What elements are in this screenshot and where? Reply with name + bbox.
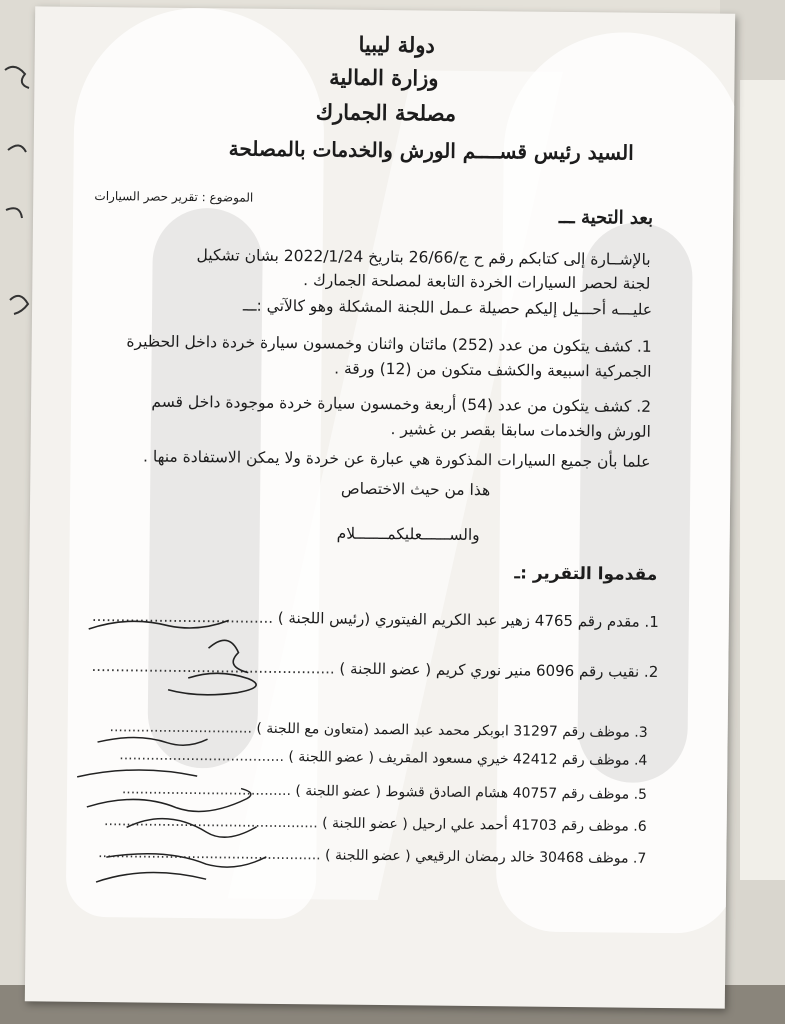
handwritten-signatures [66, 607, 299, 899]
document-page [25, 6, 735, 1008]
item-1-line-1: 1. كشف يتكون من عدد (252) مائتان واثنان وخمسون سيارة خردة داخل الحظيرة [126, 332, 652, 356]
addressee: السيد رئيس قســــم الورش والخدمات بالمصلحة [228, 136, 634, 165]
presenters-title: مقدموا التقرير :ـ [514, 563, 658, 585]
paragraph-2: عليـــه أحـــيل إليكم حصيلة عـمل اللجنة المشكلة وهو كالآتي :ـــ [242, 296, 653, 319]
signature-dots: ...................................... [121, 781, 292, 800]
letterhead-ministry: وزارة المالية [329, 64, 439, 91]
item-2-line-1: 2. كشف يتكون من عدد (54) أربعة وخمسون سيارة خردة موجودة داخل قسم [151, 392, 652, 416]
signature-dots: ................................................... [91, 656, 335, 678]
signature-dots: ...................................... [91, 606, 274, 627]
member-text: 6. موظف رقم 41703 أحمد علي ارحيل ( عضو اللجنة ) [322, 815, 647, 835]
letterhead-authority: مصلحة الجمارك [315, 99, 457, 126]
member-text: 4. موظف رقم 42412 خيري مسعود المقريف ( عضو اللجنة ) [288, 749, 648, 769]
signature-dots: ................................ [109, 719, 253, 737]
member-text: 5. موظف رقم 40757 هشام الصادق قشوط ( عضو اللجنة ) [295, 783, 648, 803]
subject-line: الموضوع : تقرير حصر السيارات [94, 188, 254, 205]
jurisdiction-line: هذا من حيث الاختصاص [340, 479, 491, 500]
paragraph-1-line-2: لجنة لحصر السيارات الخردة التابعة لمصلحة الجمارك . [303, 271, 651, 293]
paragraph-1-line-1: بالإشــارة إلى كتابكم رقم ح ج/26/66 بتاريخ 2022/1/24 بشان تشكيل [196, 246, 651, 269]
closing-salutation: والســــــعليكمـــــــلام [336, 524, 480, 545]
member-text: 3. موظف رقم 31297 ابوبكر محمد عبد الصمد (متعاون مع اللجنة ) [256, 720, 648, 741]
signature-dots: .................................................. [98, 845, 321, 864]
item-2-line-2: الورش والخدمات سابقا بقصر بن غشير . [390, 420, 651, 441]
letterhead-country: دولة ليبيا [358, 31, 435, 58]
signature-dots: ..................................... [119, 747, 285, 766]
note-line: علما بأن جميع السيارات المذكورة هي عبارة عن خردة ولا يمكن الاستفادة منها . [142, 447, 651, 471]
greeting: بعد التحية ـــ [558, 206, 654, 229]
background-paper-right-inner [740, 80, 785, 880]
signature-dots: ................................................ [104, 813, 318, 832]
item-1-line-2: الجمركية اسبيعة والكشف متكون من (12) ورقة . [334, 359, 652, 381]
member-text: 7. موظف 30468 خالد رمضان الرقيعي ( عضو اللجنة ) [325, 847, 647, 867]
member-text: 1. مقدم رقم 4765 زهير عبد الكريم الفيتوري (رئيس اللجنة ) [277, 608, 659, 631]
member-text: 2. نقيب رقم 6096 منير نوري كريم ( عضو اللجنة ) [339, 659, 659, 681]
